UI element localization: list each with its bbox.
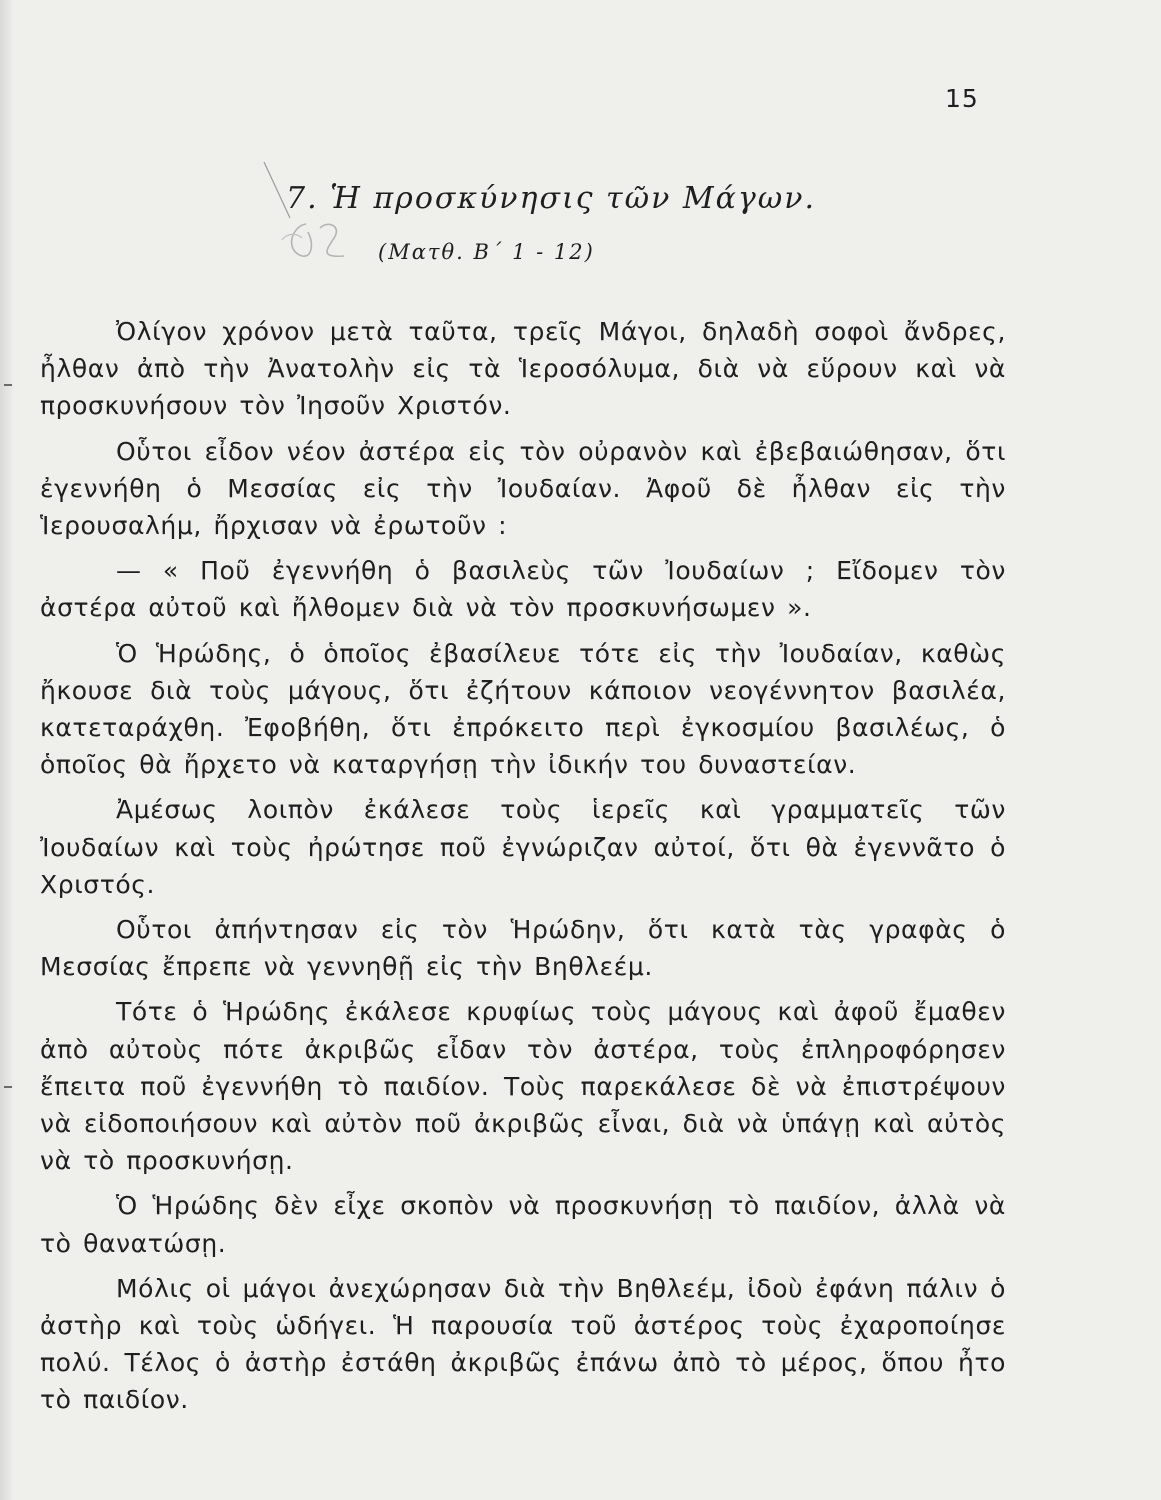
scripture-reference: (Ματθ. Β΄ 1 - 12) bbox=[378, 240, 595, 264]
gutter-mark bbox=[4, 1086, 12, 1088]
pencil-annotation-mark bbox=[262, 210, 352, 270]
paragraph: Οὗτοι ἀπήντησαν εἰς τὸν Ἡρώδην, ὅτι κατὰ τὰς γραφὰς ὁ Μεσσίας ἔπρεπε νὰ γεννηθῇ εἰς τὴν Βηθλεέμ. bbox=[40, 915, 1006, 982]
paragraph: Ὁ Ἡρώδης δὲν εἶχε σκοπὸν νὰ προσκυνήσῃ τὸ παιδίον, ἀλλὰ νὰ τὸ θανατώσῃ. bbox=[40, 1191, 1006, 1258]
paragraph: Μόλις οἱ μάγοι ἀνεχώρησαν διὰ τὴν Βηθλεέμ, ἰδοὺ ἐφάνη πάλιν ὁ ἀστὴρ καὶ τοὺς ὡδήγει. Ἡ παρουσία τοῦ ἀστέρος τοὺς ἐχαροποίησε πολύ. Τέλος ὁ ἀστὴρ ἐστάθη ἀκριβῶς ἐπάνω ἀπὸ τὸ μέρος, ὅπου ἦτο τὸ παιδίον. bbox=[40, 1273, 1006, 1415]
body-text bbox=[40, 313, 1006, 1427]
gutter-mark bbox=[4, 384, 12, 386]
paragraph: Τότε ὁ Ἡρώδης ἐκάλεσε κρυφίως τοὺς μάγους καὶ ἀφοῦ ἔμαθεν ἀπὸ αὐτοὺς πότε ἀκριβῶς εἶδαν τὸν ἀστέρα, τοὺς ἐπληροφόρησεν ἔπειτα ποῦ ἐγεννήθη τὸ παιδίον. Τοὺς παρεκάλεσε δὲ νὰ ἐπιστρέψουν νὰ εἰδοποιήσουν καὶ αὐτὸν ποῦ ἀκριβῶς εἶναι, διὰ νὰ ὑπάγῃ καὶ αὐτὸς νὰ τὸ προσκυνήσῃ. bbox=[40, 997, 1006, 1176]
binding-shadow bbox=[0, 0, 14, 1500]
paragraph: Ἀμέσως λοιπὸν ἐκάλεσε τοὺς ἱερεῖς καὶ γραμματεῖς τῶν Ἰουδαίων καὶ τοὺς ἠρώτησε ποῦ ἐγνώριζαν αὐτοί, ὅτι θὰ ἐγεννᾶτο ὁ Χριστός. bbox=[40, 795, 1006, 899]
paragraph: Ὀλίγον χρόνον μετὰ ταῦτα, τρεῖς Μάγοι, δηλαδὴ σοφοὶ ἄνδρες, ἦλθαν ἀπὸ τὴν Ἀνατολὴν εἰς τὰ Ἱεροσόλυμα, διὰ νὰ εὕρουν καὶ νὰ προσκυνήσουν τὸν Ἰησοῦν Χριστόν. bbox=[40, 317, 1006, 421]
chapter-title: 7. Ἡ προσκύνησις τῶν Μάγων. bbox=[286, 181, 817, 216]
paragraph: — « Ποῦ ἐγεννήθη ὁ βασιλεὺς τῶν Ἰουδαίων ; Εἴδομεν τὸν ἀστέρα αὐτοῦ καὶ ἤλθομεν διὰ νὰ τὸν προσκυνήσωμεν ». bbox=[40, 556, 1006, 623]
paragraph: Ὁ Ἡρώδης, ὁ ὁποῖος ἐβασίλευε τότε εἰς τὴν Ἰουδαίαν, καθὼς ἤκουσε διὰ τοὺς μάγους, ὅτι ἐζήτουν κάποιον νεογέννητον βασιλέα, κατεταράχθη. Ἐφοβήθη, ὅτι ἐπρόκειτο περὶ ἐγκοσμίου βασιλέως, ὁ ὁποῖος θὰ ἤρχετο νὰ καταργήσῃ τὴν ἰδικήν του δυναστείαν. bbox=[40, 638, 1006, 780]
page-number: 15 bbox=[945, 84, 979, 113]
paragraph: Οὗτοι εἶδον νέον ἀστέρα εἰς τὸν οὐρανὸν καὶ ἐβεβαιώθησαν, ὅτι ἐγεννήθη ὁ Μεσσίας εἰς τὴν Ἰουδαίαν. Ἀφοῦ δὲ ἦλθαν εἰς τὴν Ἱερουσαλήμ, ἤρχισαν νὰ ἐρωτοῦν : bbox=[40, 436, 1006, 541]
